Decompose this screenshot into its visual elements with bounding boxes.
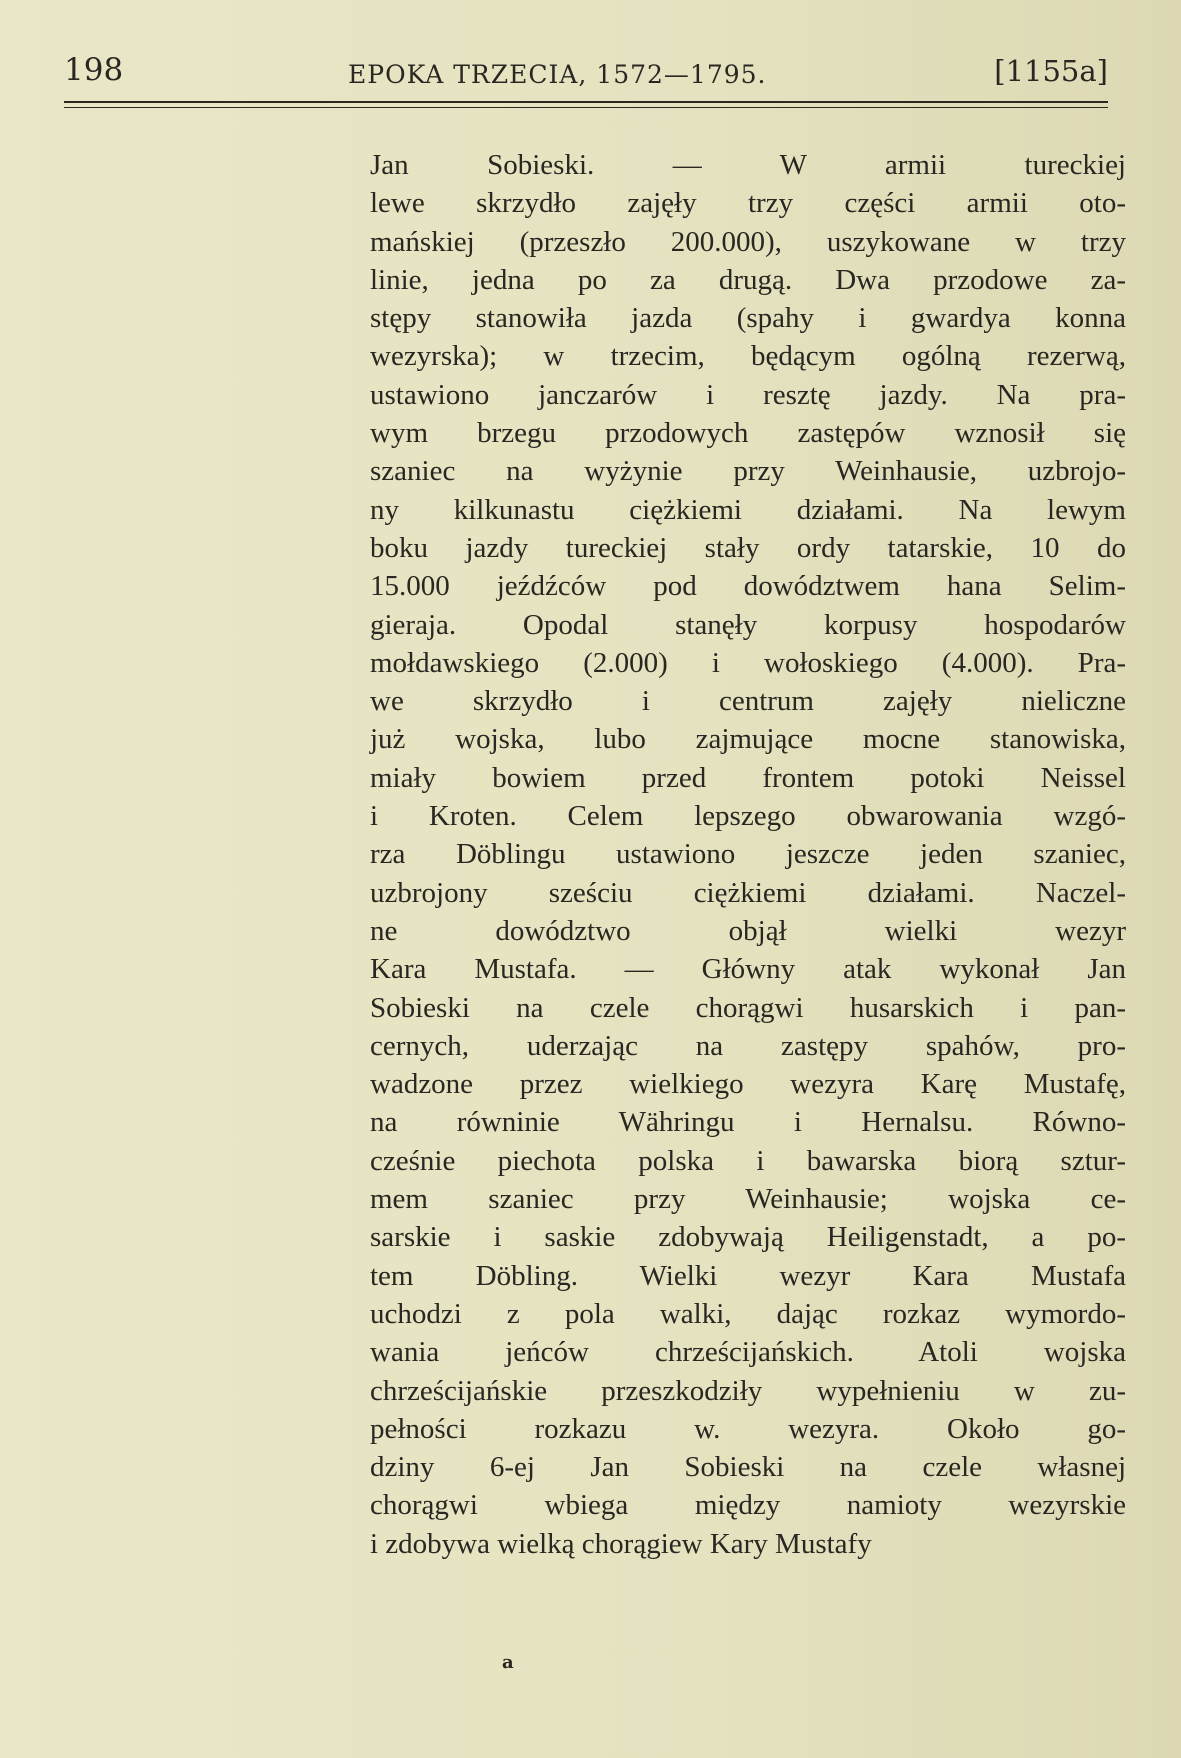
header-rule-thin	[64, 107, 1108, 108]
text-line: ustawiono janczarów i resztę jazdy. Na pra-	[370, 378, 1126, 411]
text-line: boku jazdy tureckiej stały ordy tatarskie, 10 do	[370, 531, 1126, 564]
text-line: linie, jedna po za drugą. Dwa przodowe za-	[370, 263, 1126, 296]
text-line: 15.000 jeźdźców pod dowództwem hana Selim-	[370, 570, 1126, 603]
text-line: we skrzydło i centrum zajęły nieliczne	[370, 685, 1126, 718]
text-line: stępy stanowiła jazda (spahy i gwardya konna	[370, 302, 1126, 335]
text-line: sarskie i saskie zdobywają Heiligenstadt, a po-	[370, 1221, 1126, 1254]
printer-signature-mark: a	[502, 1652, 514, 1673]
text-line: chorągwi wbiega między namioty wezyrskie	[370, 1489, 1126, 1522]
text-line: wadzone przez wielkiego wezyra Karę Mustafę,	[370, 1068, 1126, 1101]
text-line: Kara Mustafa. — Główny atak wykonał Jan	[370, 953, 1126, 986]
text-line: szaniec na wyżynie przy Weinhausie, uzbrojo-	[370, 455, 1126, 488]
page-number: 198	[64, 52, 124, 88]
text-line: pełności rozkazu w. wezyra. Około go-	[370, 1412, 1126, 1445]
section-reference: [1155a]	[994, 54, 1108, 88]
text-line: tem Döbling. Wielki wezyr Kara Mustafa	[370, 1259, 1126, 1292]
text-line: cernych, uderzając na zastępy spahów, pro-	[370, 1029, 1126, 1062]
text-line: lewe skrzydło zajęły trzy części armii oto-	[370, 187, 1126, 220]
text-line: i zdobywa wielką chorągiew Kary Mustafy	[370, 1527, 872, 1560]
text-line: Jan Sobieski. — W armii tureckiej	[370, 149, 1126, 181]
text-line: na równinie Währingu i Hernalsu. Równo-	[370, 1106, 1126, 1139]
text-line: wym brzegu przodowych zastępów wznosił się	[370, 417, 1126, 450]
header-rule-thick	[64, 101, 1108, 103]
text-line: już wojska, lubo zajmujące mocne stanowiska,	[370, 723, 1126, 756]
text-line: uzbrojony sześciu ciężkiemi działami. Naczel-	[370, 876, 1126, 909]
text-line: mem szaniec przy Weinhausie; wojska ce-	[370, 1183, 1126, 1216]
body-text	[370, 146, 1126, 1563]
text-line: cześnie piechota polska i bawarska biorą sztur-	[370, 1144, 1126, 1177]
text-line: wezyrska); w trzecim, będącym ogólną rezerwą,	[370, 340, 1126, 373]
text-line: gieraja. Opodal stanęły korpusy hospodarów	[370, 608, 1126, 641]
running-title: EPOKA TRZECIA, 1572—1795.	[348, 60, 767, 89]
text-line: mańskiej (przeszło 200.000), uszykowane w trzy	[370, 225, 1126, 258]
text-line: miały bowiem przed frontem potoki Neissel	[370, 761, 1126, 794]
text-line: dziny 6-ej Jan Sobieski na czele własnej	[370, 1451, 1126, 1484]
text-line: mołdawskiego (2.000) i wołoskiego (4.000). Pra-	[370, 646, 1126, 679]
text-line: i Kroten. Celem lepszego obwarowania wzgó-	[370, 800, 1126, 833]
text-line: wania jeńców chrześcijańskich. Atoli wojska	[370, 1336, 1126, 1369]
text-line: ne dowództwo objął wielki wezyr	[370, 914, 1126, 947]
text-line: Sobieski na czele chorągwi husarskich i pan-	[370, 991, 1126, 1024]
page-header	[60, 48, 1110, 98]
text-line: chrześcijańskie przeszkodziły wypełnieniu w zu-	[370, 1374, 1126, 1407]
text-line: ny kilkunastu ciężkiemi działami. Na lewym	[370, 493, 1126, 526]
text-line: uchodzi z pola walki, dając rozkaz wymordo-	[370, 1297, 1126, 1330]
text-line: rza Döblingu ustawiono jeszcze jeden szaniec,	[370, 838, 1126, 871]
